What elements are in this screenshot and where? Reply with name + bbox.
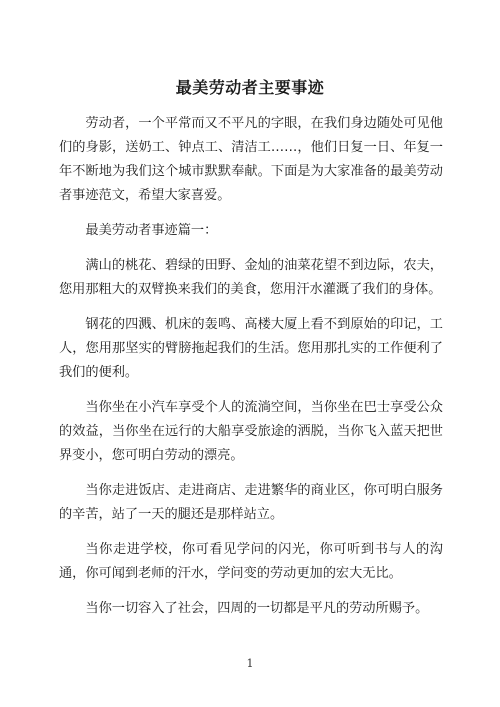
paragraph-intro: 劳动者，一个平常而又不平凡的字眼，在我们身边随处可见他们的身影，送奶工、钟点工、清洁工……，他们日复一日、年复一年不断地为我们这个城市默默奉献。下面是为大家准备的最美劳动者事迹范文，希望大家喜爱。 xyxy=(59,116,443,203)
paragraph-school: 当你走进学校，你可看见学问的闪光，你可听到书与人的沟通，你可闻到老师的汗水，学问变的劳动更加的宏大无比。 xyxy=(59,542,443,581)
paragraph-society: 当你一切容入了社会，四周的一切都是平凡的劳动所赐予。 xyxy=(85,601,429,616)
paragraph-worker: 钢花的四溅、机床的轰鸣、高楼大厦上看不到原始的印记，工人，您用那坚实的臂膀拖起我们的生活。您用那扎实的工作便利了我们的便利。 xyxy=(59,317,443,380)
document-body xyxy=(59,112,443,632)
paragraph-farmer: 满山的桃花、碧绿的田野、金灿的油菜花望不到边际，农夫，您用那粗大的双臂换来我们的美食，您用汗水灌溉了我们的身体。 xyxy=(59,258,443,297)
page-number: 1 xyxy=(246,657,254,670)
document-title: 最美劳动者主要事迹 xyxy=(175,78,325,97)
paragraph-transport: 当你坐在小汽车享受个人的流淌空间，当你坐在巴士享受公众的效益，当你坐在远行的大船享受旅途的洒脱，当你飞入蓝天把世界变小，您可明白劳动的漂亮。 xyxy=(59,400,443,463)
section-heading: 最美劳动者事迹篇一： xyxy=(85,223,218,238)
paragraph-service: 当你走进饭店、走进商店、走进繁华的商业区，你可明白服务的辛苦，站了一天的腿还是那样站立。 xyxy=(59,483,443,522)
